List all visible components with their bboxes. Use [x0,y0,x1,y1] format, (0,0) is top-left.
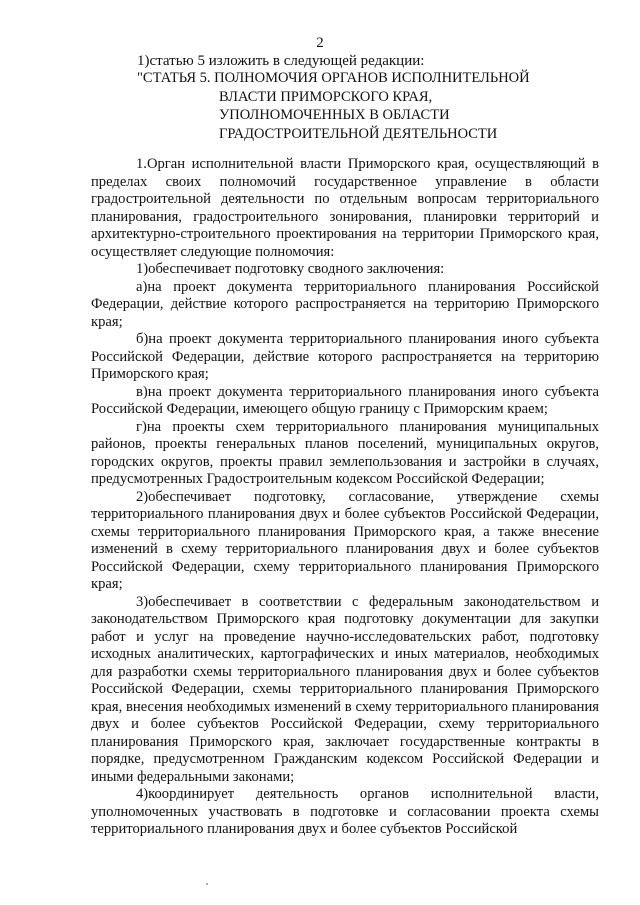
paragraph-subitem-g: г)на проекты схем территориального планирования муниципальных районов, проекты генеральных планов поселений, муниципальных округов, городских округов, проекты правил землепользования и застройки в случаях, предусмотренных Градостроительным кодексом Российской Федерации; [91,418,599,487]
article-heading-line: ГРАДОСТРОИТЕЛЬНОЙ ДЕЯТЕЛЬНОСТИ [219,125,498,142]
article-heading-line: "СТАТЬЯ 5. ПОЛНОМОЧИЯ ОРГАНОВ ИСПОЛНИТЕЛЬНОЙ [137,70,530,86]
page-number: 2 [316,35,324,51]
article-heading [137,69,607,143]
article-heading-line: УПОЛНОМОЧЕННЫХ В ОБЛАСТИ [219,107,450,123]
article-heading-line: ВЛАСТИ ПРИМОРСКОГО КРАЯ, [219,88,433,105]
paragraph-item-4: 4)координирует деятельность органов исполнительной власти, уполномоченных участвовать в подготовке и согласовании проекта схемы территориального планирования двух и более субъектов Российской [91,786,599,837]
article-body [91,156,599,839]
paragraph-item-1: 1)обеспечивает подготовку сводного заключения: [136,261,445,277]
paragraph-clause-1: 1.Орган исполнительной власти Приморского края, осуществляющий в пределах своих полномочий государственное управление в области градостроительной деятельности по отдельным вопросам территориального планирования, градостроительного зонирования, планировки территорий и архитектурно-строительного проектирования на территории Приморского края, осуществляет следующие полномочия: [91,156,599,260]
scan-speck [206,883,208,885]
amendment-intro: 1)статью 5 изложить в следующей редакции: [137,53,425,69]
paragraph-item-2: 2)обеспечивает подготовку, согласование, утверждение схемы территориального планирования двух и более субъектов Российской Федерации, схемы территориального планирования Приморского края, а также внесение изменений в схему территориального планирования двух и более субъектов Российской Федерации, схему территориального планирования Приморского края; [91,488,599,592]
paragraph-item-3: 3)обеспечивает в соответствии с федеральным законодательством и законодательством Приморского края подготовку документации для закупки работ и услуг на проведение научно-исследовательских работ, подготовку исходных аналитических, картографических и иных материалов, необходимых для разработки схемы территориального планирования двух и более субъектов Российской Федерации, схемы территориального планирования Приморского края, внесения необходимых изменений в схему территориального планирования двух и более субъектов Российской Федерации, схему территориального планирования Приморского края, заключает государственные контракты в порядке, предусмотренном Гражданским кодексом Российской Федерации и иными федеральными законами; [91,593,599,785]
paragraph-subitem-b: б)на проект документа территориального планирования иного субъекта Российской Федерации, действие которого распространяется на территорию Приморского края; [91,331,599,382]
paragraph-subitem-v: в)на проект документа территориального планирования иного субъекта Российской Федерации, имеющего общую границу с Приморским краем; [91,383,599,417]
paragraph-subitem-a: а)на проект документа территориального планирования Российской Федерации, действие которого распространяется на территорию Приморского края; [91,278,599,330]
